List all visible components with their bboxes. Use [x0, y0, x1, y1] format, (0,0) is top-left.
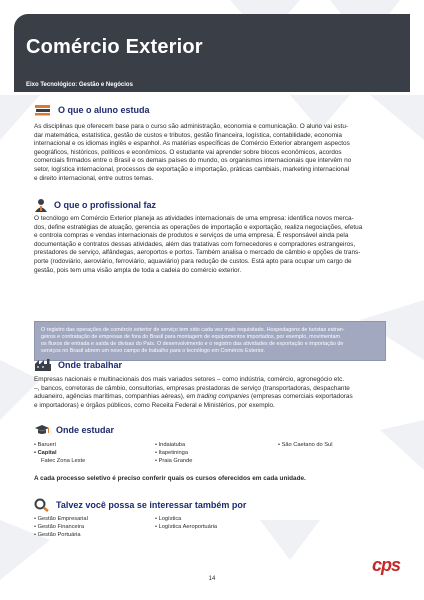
related-courses-col-1: [34, 516, 88, 539]
list-item: • Itapetininga: [155, 449, 188, 456]
study-locations-col-3: [278, 442, 332, 450]
selection-process-note: A cada processo seletivo é preciso conferir quais os cursos oferecidos em cada unidade.: [34, 475, 306, 482]
study-locations-col-1: [34, 442, 85, 465]
section-interessar-title: Talvez você possa se interessar também por: [56, 500, 247, 510]
section-profissional-title: O que o profissional faz: [54, 200, 157, 210]
page-number: 14: [208, 576, 216, 582]
magnifier-icon: [34, 498, 50, 512]
list-item: • São Caetano do Sul: [278, 442, 333, 448]
section-trabalhar-heading: [34, 358, 122, 371]
info-callout-box: [34, 321, 386, 361]
page-title: Comércio Exterior: [26, 36, 203, 58]
list-item: • Logística Aeroportuária: [155, 523, 218, 530]
list-item: • Indaiatuba: [155, 442, 186, 448]
section-aluno-heading: [34, 104, 150, 116]
list-item: • Capital: [34, 449, 57, 456]
list-item: • Gestão Empresarial: [34, 516, 88, 522]
section-profissional-text: O tecnólogo em Comércio Exterior planeja as atividades internacionais de uma empresa: identifica novos merca- dos, define estratégias de atuação, gerencia as operações de importação e exportação, realiza negociações, efetua e controla compras e vendas internacionais de produtos e serviços de uma empresa. É responsável ainda pela documentação e contratos dessas atividades, além das tratativas com fornecedores e compradores estrangeiros, prestadores de serviço, alfândegas, aeroportos e portos. Também analisa o mercado de câmbio e opções de trans- porte (rodoviário, aeroviário, ferroviário, aquaviário) para redução de custos. Está apto para ocupar um cargo de gestão, pois tem uma visão ampla de toda a cadeia do comércio exterior.: [34, 215, 363, 274]
section-trabalhar-title: Onde trabalhar: [58, 359, 123, 370]
list-item: • Logística: [155, 516, 182, 522]
factory-icon: [34, 358, 52, 371]
list-item: Fatec Zona Leste: [41, 457, 86, 464]
cps-logo: cps: [372, 555, 401, 575]
section-estudar-heading: [34, 424, 114, 436]
section-estudar-title: Onde estudar: [56, 425, 115, 435]
info-callout-text: O registro das operações de comércio exterior de serviço tem sido cada vez mais requisitado. Hospedagens de turistas estran- geiros e contratação de empresas de fora do Brasil para montagem de equipamentos importados, por exemplo, movimentam os fluxos de entrada e saída de divisas do País. O desenvolvimento e o registro das atividades de exportação e importação de serviços no Brasil abrem um novo campo de trabalho para o tecnólogo em Comércio Exterior.: [41, 327, 345, 354]
section-aluno-title: O que o aluno estuda: [58, 105, 150, 115]
list-item: • Barueri: [34, 442, 56, 448]
section-profissional-heading: [34, 198, 156, 212]
graduation-cap-icon: [34, 424, 50, 436]
section-trabalhar-text: Empresas nacionais e multinacionais dos mais variados setores – como indústria, comércio, agronegócio etc. –, bancos, corretoras de câmbio, consultorias, empresas prestadoras de serviço (transportadoras, despachante aduaneiro, agências marítimas, companhias aéreas), em trading companies (empresas comerciais exportadoras e importadoras) e órgãos públicos, como Receita Federal e Ministérios, por exemplo.: [34, 376, 353, 409]
header-banner: [14, 14, 410, 92]
professional-person-icon: [34, 198, 48, 212]
books-icon: [34, 104, 52, 116]
list-item: • Gestão Financeira: [34, 523, 85, 530]
page-subtitle: Eixo Tecnológico: Gestão e Negócios: [26, 82, 133, 88]
study-locations-col-2: [155, 442, 192, 465]
related-courses-col-2: [155, 516, 217, 532]
list-item: • Praia Grande: [155, 457, 193, 464]
section-aluno-text: As disciplinas que oferecem base para o curso são administração, economia e comunicação. O aluno vai estu- dar matemática, estatística, gestão de custos e tributos, gestão financeira, logística, contabilidade, economia internacional e os idiomas inglês e espanhol. As matérias específicas de Comércio Exterior abrangem aspectos geográficos, históricos, políticos e econômicos. O estudante vai aprender sobre blocos econômicos, acordos comerciais firmados entre o Brasil e os demais países do mundo, os organismos internacionais que intervêm no setor, logística internacional, processos de exportação e importação, práticas cambiais, marketing internacional e direito internacional, entre outros temas.: [34, 123, 352, 182]
section-interessar-heading: [34, 498, 246, 512]
list-item: • Gestão Portuária: [34, 531, 81, 538]
